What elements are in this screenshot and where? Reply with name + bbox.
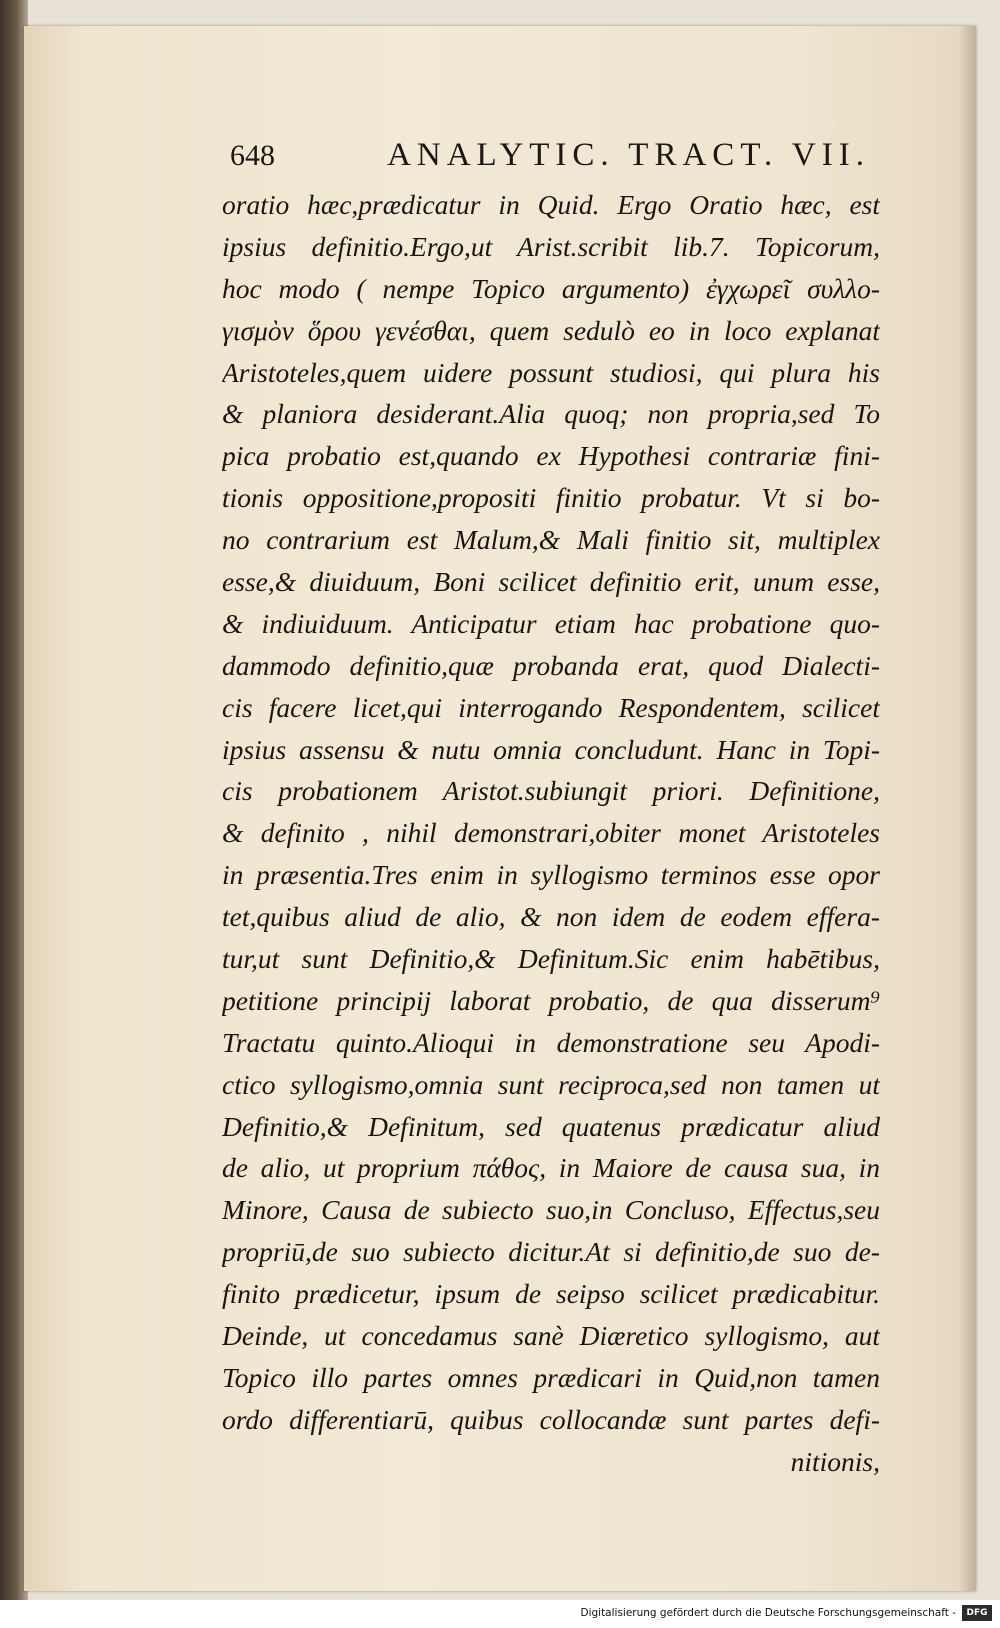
text-line: in præsentia.Tres enim in syllogismo terminos esse opor [222,859,880,891]
text-line: Deinde, ut concedamus sanè Diæretico syllogismo, aut [222,1320,880,1352]
text-line: & planiora desiderant.Alia quoq; non propria,sed To [222,398,880,430]
text-line: ipsius definitio.Ergo,ut Arist.scribit lib.7. Topicorum, [222,230,880,262]
text-line: Topico illo partes omnes prædicari in Quid,non tamen [222,1361,880,1393]
text-line: hoc modo ( nempe Topico argumento) ἐγχωρεῖ συλλο- [222,272,880,304]
text-line: & definito , nihil demonstrari,obiter monet Aristoteles [222,817,880,849]
text-line: tur,ut sunt Definitio,& Definitum.Sic enim habētibus, [222,943,880,975]
text-line: Aristoteles,quem uidere possunt studiosi, qui plura his [222,356,880,388]
text-line: esse,& diuiduum, Boni scilicet definitio erit, unum esse, [222,566,880,598]
text-line: no contrarium est Malum,& Mali finitio sit, multiplex [222,524,880,556]
text-line: petitione principij laborat probatio, de qua disserum⁹ [222,984,880,1016]
text-line: γισμὸν ὅρου γενέσθαι, quem sedulò eo in loco explanat [222,314,880,346]
text-line: cis probationem Aristot.subiungit priori. Definitione, [222,775,880,807]
text-line: dammodo definitio,quæ probanda erat, quod Dialecti- [222,649,880,681]
funding-credit: Digitalisierung gefördert durch die Deutsche Forschungsgemeinschaft - [580,1607,956,1619]
text-line: Definitio,& Definitum, sed quatenus prædicatur aliud [222,1110,880,1142]
text-line: tionis oppositione,propositi finitio probatur. Vt si bo- [222,482,880,514]
text-line: pica probatio est,quando ex Hypothesi contrariæ fini- [222,440,880,472]
page-number: 648 [230,139,275,172]
digitization-footer [0,1600,1000,1628]
text-line: ordo differentiarū, quibus collocandæ sunt partes defi- [222,1403,880,1435]
text-line: de alio, ut proprium πάθος, in Maiore de causa sua, in [222,1152,880,1184]
text-line: Tractatu quinto.Alioqui in demonstratione seu Apodi- [222,1026,880,1058]
body-text [222,184,880,1483]
text-line: ipsius assensu & nutu omnia concludunt. Hanc in Topi- [222,733,880,765]
text-line: oratio hæc,prædicatur in Quid. Ergo Oratio hæc, est [222,189,880,220]
text-line: cis facere licet,qui interrogando Respondentem, scilicet [222,691,880,723]
dfg-logo: DFG [962,1605,992,1621]
text-line: tet,quibus aliud de alio, & non idem de eodem effera- [222,901,880,933]
text-line: Minore, Causa de subiecto suo,in Concluso, Effectus,seu [222,1194,880,1226]
text-line: propriū,de suo subiecto dicitur.At si definitio,de suo de- [222,1236,880,1268]
page-edge-shadow [958,26,976,1591]
text-line: finito prædicetur, ipsum de seipso scilicet prædicabitur. [222,1278,880,1310]
running-title: ANALYTIC. TRACT. VII. [387,137,870,173]
text-line: nitionis, [790,1445,880,1477]
text-line: ctico syllogismo,omnia sunt reciproca,sed non tamen ut [222,1068,880,1100]
page-header [230,137,870,181]
text-line: & indiuiduum. Anticipatur etiam hac probatione quo- [222,607,880,639]
